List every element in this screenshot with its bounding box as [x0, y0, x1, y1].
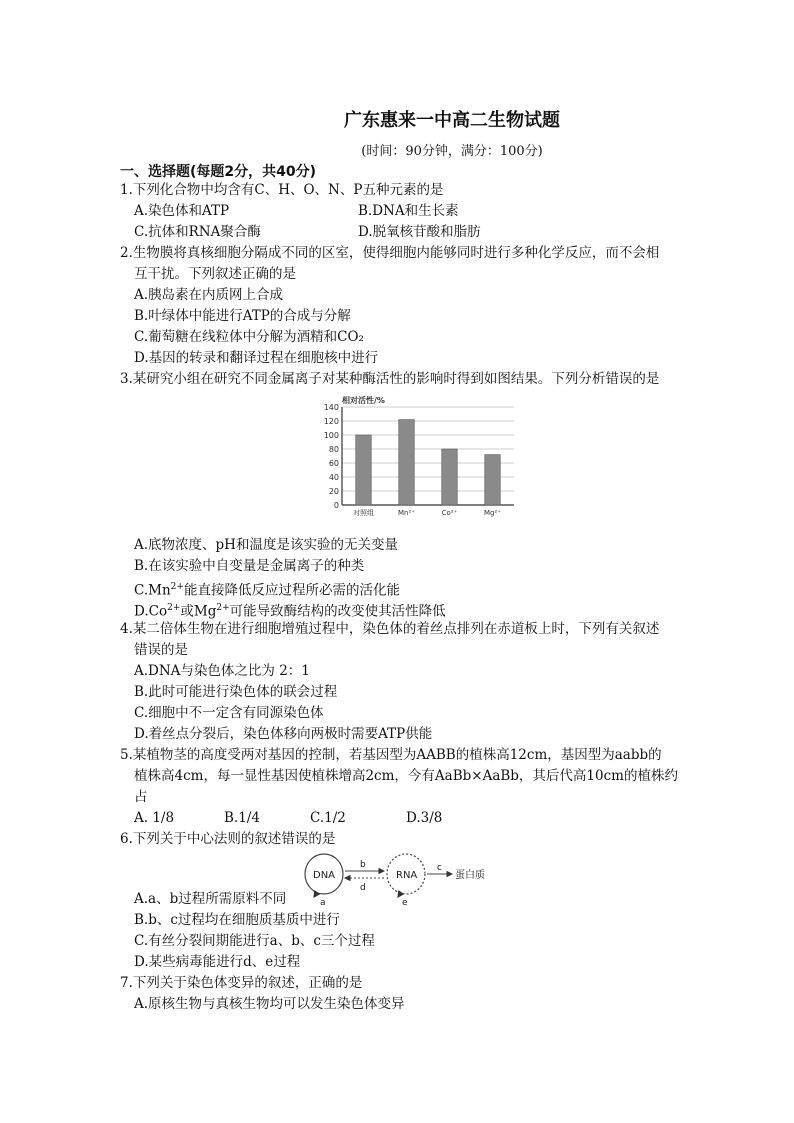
question-1-option-c: C.抗体和RNA聚合酶 [134, 224, 261, 240]
question-2-option-b: B.叶绿体中能进行ATP的合成与分解 [134, 308, 351, 324]
label-a: a [320, 898, 326, 906]
chart-xtick-label: Mn²⁺ [398, 509, 415, 517]
chart-xtick-label: 对照组 [353, 509, 374, 517]
chart-ytick-label: 80 [328, 445, 339, 454]
label-d: d [360, 883, 366, 893]
chart-bar [485, 455, 500, 505]
dna-label: DNA [313, 870, 336, 881]
question-4-option-a: A.DNA与染色体之比为 2：1 [134, 663, 310, 679]
question-2-option-c: C.葡萄糖在线粒体中分解为酒精和CO₂ [134, 329, 364, 345]
chart-ytick-label: 100 [323, 431, 339, 440]
question-3-option-d: $D.Co^{2+}$或$Mg^{2+}$可能导致酶结构的改变使其活性降低 [134, 603, 446, 620]
question-5-stem: 5.某植物茎的高度受两对基因的控制，若基因型为AABB的植株高12cm，基因型为aabb的 [120, 747, 662, 763]
question-6-option-d: D.某些病毒能进行d、e过程 [134, 954, 301, 970]
chart-ylabel: 相对活性/% [342, 396, 385, 405]
question-2-option-a: A.胰岛素在内质网上合成 [134, 287, 284, 303]
question-4-stem-cont: 错误的是 [134, 642, 188, 658]
central-dogma-diagram [296, 850, 496, 906]
question-2-stem: 2.生物膜将真核细胞分隔成不同的区室，使得细胞内能够同时进行多种化学反应，而不会相 [120, 245, 660, 261]
question-6-option-c: C.有丝分裂间期能进行a、b、c三个过程 [134, 933, 375, 949]
section-heading: 一、选择题(每题2分，共40分) [120, 164, 317, 180]
question-3-option-b: B.在该实验中自变量是金属离子的种类 [134, 558, 365, 574]
page-title: 广东惠来一中高二生物试题 [344, 110, 560, 131]
label-b: b [360, 860, 366, 870]
question-5-option-d: D.3/8 [406, 810, 443, 826]
chart-ytick-label: 40 [328, 473, 339, 482]
question-1-option-d: D.脱氧核苷酸和脂肪 [358, 224, 481, 240]
chart-ytick-label: 0 [333, 501, 339, 510]
protein-label: 蛋白质 [455, 870, 485, 881]
chart-ytick-label: 60 [328, 459, 339, 468]
question-2-option-d: D.基因的转录和翻译过程在细胞核中进行 [134, 350, 379, 366]
question-7-stem: 7.下列关于染色体变异的叙述，正确的是 [120, 975, 363, 991]
label-c: c [437, 863, 442, 873]
question-4-option-d: D.着丝点分裂后，染色体移向两极时需要ATP供能 [134, 726, 433, 742]
question-3-stem: 3.某研究小组在研究不同金属离子对某种酶活性的影响时得到如图结果。下列分析错误的是 [120, 371, 660, 387]
question-6-option-b: B.b、c过程均在细胞质基质中进行 [134, 912, 340, 928]
chart-ytick-label: 140 [323, 403, 339, 412]
question-6-stem: 6.下列关于中心法则的叙述错误的是 [120, 831, 336, 847]
question-4-option-b: B.此时可能进行染色体的联会过程 [134, 684, 338, 700]
question-1-stem: 1.下列化合物中均含有C、H、O、N、P五种元素的是 [120, 182, 444, 198]
chart-xtick-label: Co²⁺ [441, 509, 458, 517]
question-1-option-b: B.DNA和生长素 [358, 203, 459, 219]
question-2-stem-cont: 互干扰。下列叙述正确的是 [134, 266, 296, 282]
question-5-option-a: A. 1/8 [134, 810, 175, 826]
question-1-option-a: A.染色体和ATP [134, 203, 230, 219]
question-5-stem-cont: 植株高4cm，每一显性基因使植株增高2cm，今有AaBb×AaBb，其后代高10cm的植株约 [134, 768, 678, 784]
question-3-option-a: A.底物浓度、pH和温度是该实验的无关变量 [134, 537, 398, 553]
chart-bar [399, 420, 414, 505]
question-6-option-a: A.a、b过程所需原料不同 [134, 891, 287, 907]
question-5-option-c: C.1/2 [310, 810, 346, 826]
question-4-option-c: C.细胞中不一定含有同源染色体 [134, 705, 324, 721]
question-5-option-b: B.1/4 [224, 810, 260, 826]
exam-info: (时间：90分钟，满分：100分) [361, 144, 543, 159]
chart-ytick-label: 20 [328, 487, 339, 496]
chart-bar [356, 435, 371, 505]
question-7-option-a: A.原核生物与真核生物均可以发生染色体变异 [134, 996, 405, 1012]
question-4-stem: 4.某二倍体生物在进行细胞增殖过程中，染色体的着丝点排列在赤道板上时，下列有关叙述 [120, 621, 660, 637]
chart-ytick-label: 120 [323, 417, 339, 426]
question-3-option-c: $C.Mn^{2+}$能直接降低反应过程所必需的活化能 [134, 582, 400, 599]
label-e: e [402, 898, 408, 906]
chart-bar [442, 449, 457, 505]
question-5-stem-end: 占 [134, 789, 148, 805]
chart-xtick-label: Mg²⁺ [484, 509, 501, 517]
rna-label: RNA [396, 870, 418, 881]
enzyme-activity-bar-chart [318, 393, 518, 523]
